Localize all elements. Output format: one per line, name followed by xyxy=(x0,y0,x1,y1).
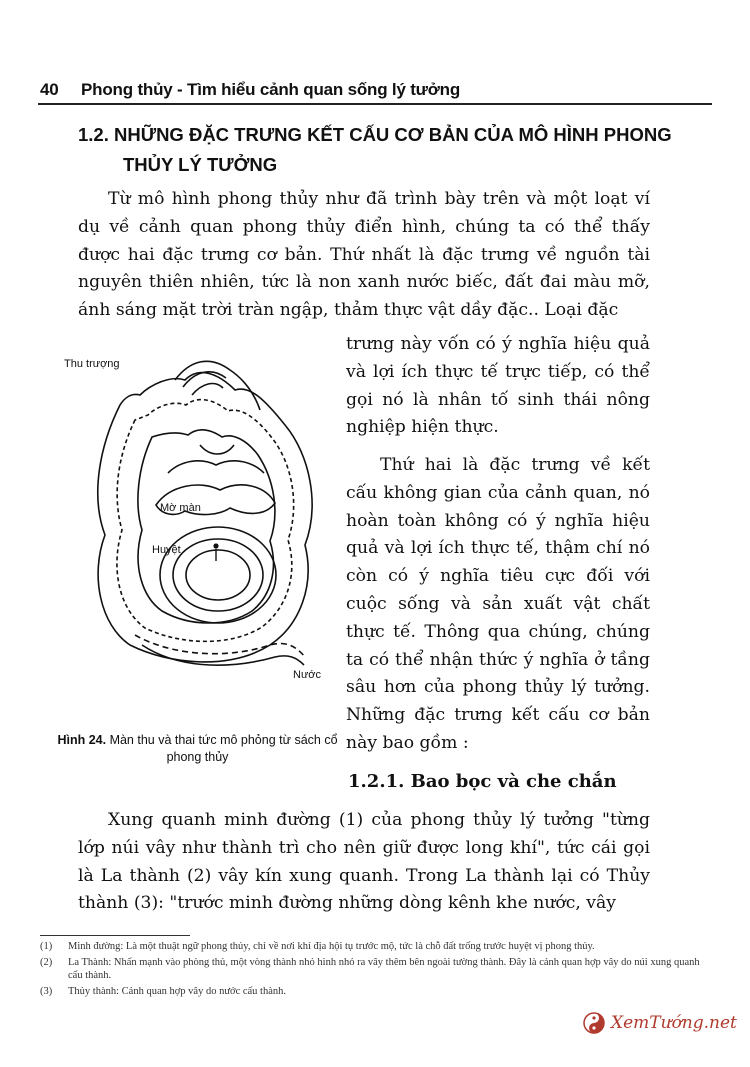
paragraph-2: Thứ hai là đặc trưng về kết cấu không gian của cảnh quan, nó hoàn toàn không có ý nghĩa hiệu quả và lợi ích thực tế, thậm chí nó còn có ý nghĩa tiêu cực đối với cuộc sống và sản xuất vật chất thực tế. Thông qua chúng, chúng ta có thể nhận thức ý nghĩa ở tầng sâu hơn của phong thủy lý tưởng. Những đặc trưng kết cấu cơ bản này bao gồm : xyxy=(346,455,650,753)
huyet-inner xyxy=(186,550,250,600)
footnote-marker: (3) xyxy=(40,985,53,997)
dashed-ring xyxy=(117,400,294,642)
section-title-line1: 1.2. NHỮNG ĐẶC TRƯNG KẾT CẤU CƠ BẢN CỦA MÔ HÌNH PHONG xyxy=(78,124,672,145)
footnote-marker: (2) xyxy=(40,956,53,968)
footnote-1 xyxy=(40,940,710,954)
running-title: Phong thủy - Tìm hiểu cảnh quan sống lý tưởng xyxy=(81,80,461,99)
label-thu-truong: Thu trượng xyxy=(64,358,120,370)
inner-ring xyxy=(138,430,275,623)
footnote-text: La Thành: Nhấn mạnh vào phòng thủ, một vòng thành nhỏ hình nhỏ ra vây thêm bên ngoài tường thành. Đây là cảnh quan hợp vây do núi xung quanh cấu thành. xyxy=(68,956,700,981)
paragraph-1: Từ mô hình phong thủy như đã trình bày trên và một loạt ví dụ về cảnh quan phong thủy điển hình, chúng ta có thể thấy được hai đặc trưng cơ bản. Thứ nhất là đặc trưng về nguồn tài nguyên thiên nhiên, tức là non xanh nước biếc, đất đai màu mỡ, ánh sáng mặt trời tràn ngập, thảm thực vật dầy đặc.. Loại đặc xyxy=(78,189,650,321)
section-title-line2: THỦY LÝ TƯỞNG xyxy=(123,154,278,175)
watermark xyxy=(583,1012,737,1034)
landscape-diagram xyxy=(60,345,335,690)
mountain-top xyxy=(175,361,260,410)
footnote-rule xyxy=(40,935,190,936)
subsection-title: 1.2.1. Bao bọc và che chắn xyxy=(348,771,617,792)
huyet-point xyxy=(213,543,218,548)
paragraph-3: Xung quanh minh đường (1) của phong thủy lý tưởng "từng lớp núi vây như thành trì cho nên giữ được long khí", tức cái gọi là La thành (2) vây kín xung quanh. Trong La thành lại có Thủy thành (3): "trước minh đường những dòng kênh khe nước, vây xyxy=(78,810,650,914)
footnote-text: Thủy thành: Cảnh quan hợp vây do nước cấu thành. xyxy=(68,985,286,997)
huyet-outer xyxy=(160,527,276,623)
caption-text: Màn thu và thai tức mô phỏng từ sách cổ phong thủy xyxy=(109,733,338,764)
footnote-marker: (1) xyxy=(40,941,53,952)
footnotes xyxy=(40,940,710,1000)
label-mo-man: Mờ màn xyxy=(160,502,201,514)
label-huyet: Huyệt xyxy=(152,544,181,556)
watermark-text: XemTướng.net xyxy=(611,1013,737,1033)
caption-label: Hình 24. xyxy=(57,733,107,747)
outer-ring xyxy=(98,373,312,662)
footnote-2 xyxy=(40,956,710,983)
section-title xyxy=(78,120,678,180)
header-rule xyxy=(38,103,712,105)
running-header xyxy=(40,80,700,100)
label-nuoc: Nước xyxy=(293,669,322,681)
paragraph-1-continued: trưng này vốn có ý nghĩa hiệu quả và lợi ích thực tế trực tiếp, có thể gọi nó là nhân tố sinh thái nông nghiệp hiện thực. xyxy=(346,334,650,438)
footnote-3 xyxy=(40,985,710,999)
yin-yang-icon xyxy=(583,1012,605,1034)
page-number: 40 xyxy=(40,80,59,99)
figure-24 xyxy=(60,345,335,690)
footnote-text: Minh đường: Là một thuật ngữ phong thủy, chỉ về nơi khí địa hội tụ trước mộ, tức là chỗ đất trống trước huyệt vị phong thủy. xyxy=(68,941,595,952)
figure-caption xyxy=(55,732,340,766)
